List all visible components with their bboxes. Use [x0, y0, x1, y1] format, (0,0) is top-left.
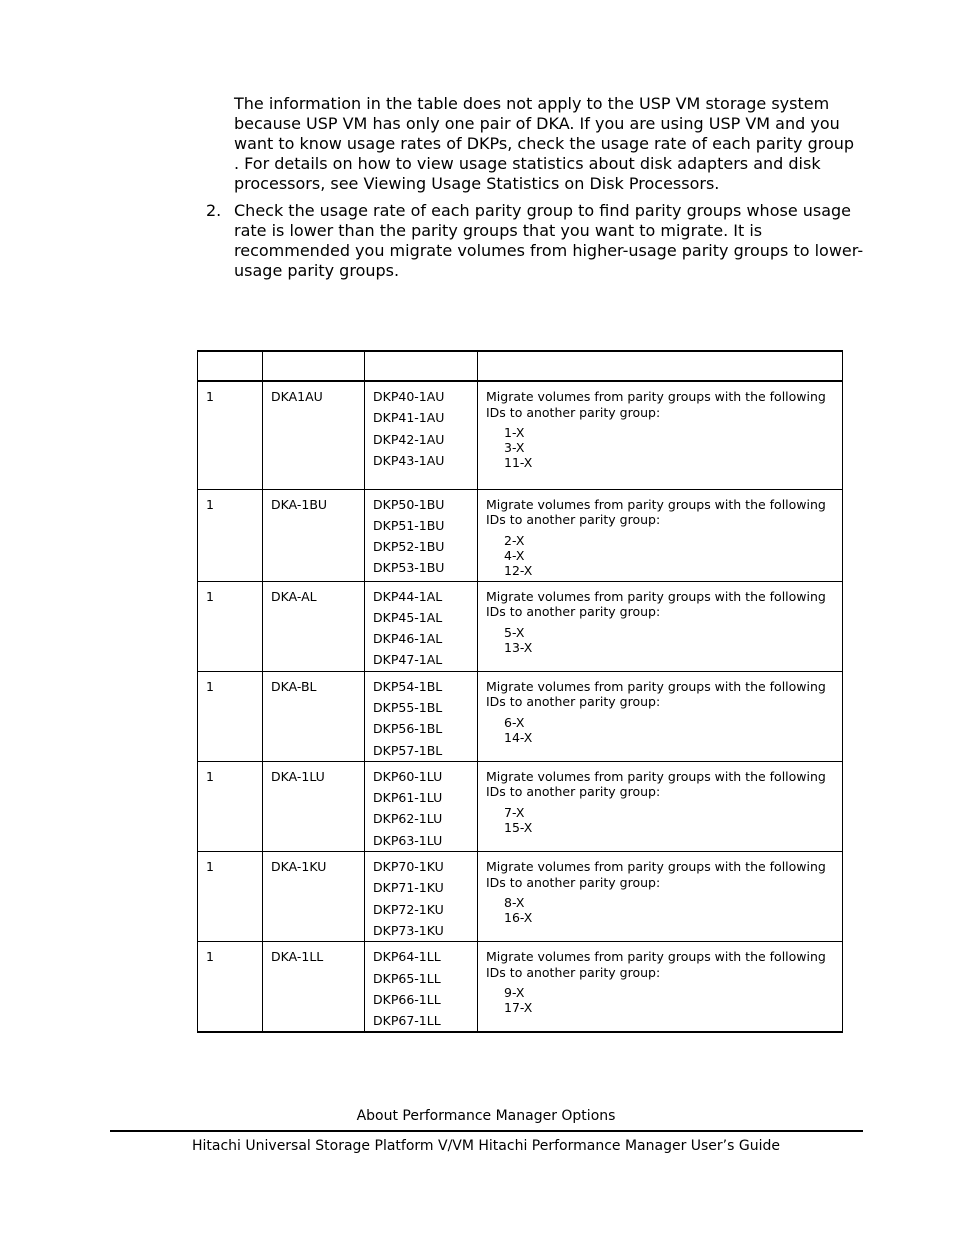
action-cell	[478, 852, 843, 942]
action-cell	[478, 581, 843, 671]
dkp-item: DKP56-1BL	[373, 721, 443, 737]
footer-guide-title: Hitachi Universal Storage Platform V/VM Hitachi Performance Manager User’s Guide	[192, 1138, 780, 1154]
table-header-row	[198, 351, 843, 381]
dkp-item: DKP54-1BL	[373, 678, 443, 694]
action-text: Migrate volumes from parity groups with the following IDs to another parity group:	[486, 859, 826, 890]
table-row	[198, 761, 843, 851]
id-list	[504, 425, 834, 470]
dkp-item: DKP72-1KU	[373, 901, 444, 917]
table-row	[198, 381, 843, 489]
footer-divider	[110, 1130, 863, 1132]
table-row	[198, 581, 843, 671]
dkp-item: DKP55-1BL	[373, 699, 443, 715]
header-cell	[365, 351, 478, 381]
parity-group-id: 12-X	[504, 562, 533, 578]
id-list	[504, 625, 834, 655]
parity-group-id: 3-X	[504, 440, 525, 455]
dkp-item: DKP60-1LU	[373, 768, 443, 784]
parity-group-id: 5-X	[504, 624, 525, 640]
dkp-cell	[365, 852, 478, 942]
table-row	[198, 671, 843, 761]
dkp-item: DKP52-1BU	[373, 539, 445, 555]
table-row	[198, 489, 843, 581]
dka-cell: DKA-1LU	[263, 761, 365, 851]
dkp-item: DKP46-1AL	[373, 631, 443, 647]
dkp-item: DKP40-1AU	[373, 389, 445, 404]
dkp-cell	[365, 381, 478, 489]
id-list	[504, 715, 834, 745]
action-cell	[478, 489, 843, 581]
parity-group-id: 17-X	[504, 1000, 533, 1016]
parity-group-id: 6-X	[504, 714, 525, 730]
header-cell	[198, 351, 263, 381]
row-index: 1	[198, 381, 263, 489]
action-text: Migrate volumes from parity groups with the following IDs to another parity group:	[486, 949, 826, 980]
dka-dkp-table	[197, 350, 843, 1033]
row-index: 1	[198, 671, 263, 761]
action-cell	[478, 942, 843, 1033]
dkp-item: DKP67-1LL	[373, 1013, 441, 1029]
dkp-cell	[365, 581, 478, 671]
dkp-item: DKP61-1LU	[373, 790, 443, 806]
dkp-item: DKP71-1KU	[373, 880, 444, 896]
intro-paragraph: The information in the table does not apply to the USP VM storage system because USP VM has only one pair of DKA. If you are using USP VM and you want to know usage rates of DKPs, check the usage rate of each parity group . For details on how to view usage statistics about disk adapters and disk processors, see Viewing Usage Statistics on Disk Processors.	[234, 94, 855, 193]
action-cell	[478, 761, 843, 851]
parity-group-id: 13-X	[504, 639, 533, 655]
dka-cell: DKA-1KU	[263, 852, 365, 942]
dkp-item: DKP62-1LU	[373, 811, 443, 827]
dkp-item: DKP42-1AU	[373, 431, 445, 447]
action-cell	[478, 671, 843, 761]
footer-section-title: About Performance Manager Options	[356, 1108, 616, 1124]
dkp-item: DKP65-1LL	[373, 970, 441, 986]
dkp-cell	[365, 942, 478, 1033]
dka-cell: DKA-AL	[263, 581, 365, 671]
row-index: 1	[198, 852, 263, 942]
dkp-item: DKP41-1AU	[373, 410, 445, 426]
action-text: Migrate volumes from parity groups with the following IDs to another parity group:	[486, 768, 826, 800]
dkp-item: DKP47-1AL	[373, 652, 443, 668]
dkp-item: DKP73-1KU	[373, 922, 444, 938]
id-list	[504, 985, 834, 1015]
header-cell	[263, 351, 365, 381]
id-list	[504, 805, 834, 835]
dkp-cell	[365, 489, 478, 581]
parity-group-id: 11-X	[504, 455, 533, 470]
header-cell	[478, 351, 843, 381]
dkp-item: DKP66-1LL	[373, 991, 441, 1007]
row-index: 1	[198, 942, 263, 1033]
parity-group-id: 1-X	[504, 425, 525, 440]
dka-cell: DKA1AU	[263, 381, 365, 489]
dkp-item: DKP44-1AL	[373, 588, 443, 604]
action-text: Migrate volumes from parity groups with the following IDs to another parity group:	[486, 389, 826, 420]
dkp-item: DKP43-1AU	[373, 452, 445, 468]
step-number: 2.	[206, 201, 222, 220]
dkp-item: DKP51-1BU	[373, 517, 445, 533]
parity-group-id: 14-X	[504, 729, 533, 745]
parity-group-id: 8-X	[504, 895, 525, 911]
dka-cell: DKA-BL	[263, 671, 365, 761]
row-index: 1	[198, 489, 263, 581]
parity-group-id: 7-X	[504, 804, 525, 820]
table-row	[198, 942, 843, 1033]
dkp-item: DKP63-1LU	[373, 832, 443, 848]
dkp-cell	[365, 761, 478, 851]
action-text: Migrate volumes from parity groups with the following IDs to another parity group:	[486, 496, 826, 527]
dka-cell: DKA-1BU	[263, 489, 365, 581]
parity-group-id: 2-X	[504, 532, 525, 548]
row-index: 1	[198, 581, 263, 671]
action-text: Migrate volumes from parity groups with the following IDs to another parity group:	[486, 588, 826, 619]
id-list	[504, 895, 834, 925]
step-2-text: Check the usage rate of each parity group to find parity groups whose usage rate is lower than the parity groups that you want to migrate. It is recommended you migrate volumes from higher-usage parity groups to lower-usage parity groups.	[234, 201, 864, 280]
dkp-item: DKP57-1BL	[373, 742, 443, 758]
parity-group-id: 9-X	[504, 985, 525, 1001]
row-index: 1	[198, 761, 263, 851]
parity-group-id: 16-X	[504, 910, 533, 926]
dkp-item: DKP53-1BU	[373, 560, 445, 576]
dka-cell: DKA-1LL	[263, 942, 365, 1033]
dkp-item: DKP45-1AL	[373, 609, 443, 625]
dkp-cell	[365, 671, 478, 761]
id-list	[504, 533, 834, 578]
table-row	[198, 852, 843, 942]
parity-group-id: 4-X	[504, 547, 525, 563]
dkp-item: DKP50-1BU	[373, 496, 445, 512]
dkp-item: DKP70-1KU	[373, 859, 444, 875]
action-cell	[478, 381, 843, 489]
dkp-item: DKP64-1LL	[373, 949, 441, 965]
action-text: Migrate volumes from parity groups with the following IDs to another parity group:	[486, 678, 826, 710]
parity-group-id: 15-X	[504, 819, 533, 835]
